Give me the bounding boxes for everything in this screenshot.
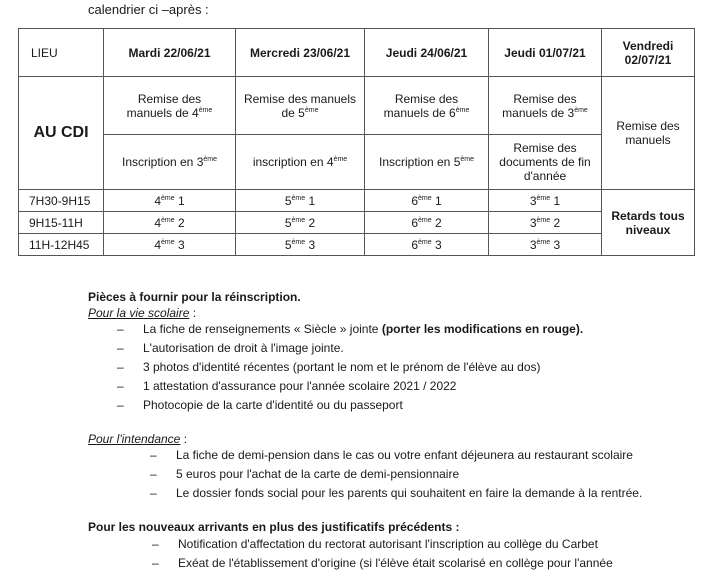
inscription-cell: inscription en 4ème xyxy=(236,135,365,190)
row-inscription xyxy=(19,135,695,190)
class-cell: 6ème 3 xyxy=(365,234,489,256)
class-cell: 5ème 2 xyxy=(236,212,365,234)
list-item: – 5 euros pour l'achat de la carte de demi-pensionnaire xyxy=(150,467,460,481)
remise-cell: Remise des manuels de 3ème xyxy=(489,77,602,135)
time-slot-row xyxy=(19,234,695,256)
list-item: – Notification d'affectation du rectorat autorisant l'inscription au collège du Carbet xyxy=(152,537,598,551)
list-item: – 3 photos d'identité récentes (portant le nom et le prénom de l'élève au dos) xyxy=(117,360,541,374)
header-lieu: LIEU xyxy=(19,29,104,77)
nouveaux-list xyxy=(152,535,613,573)
list-item: – Le dossier fonds social pour les parents qui souhaitent en faire la demande à la rentrée. xyxy=(150,486,643,500)
remise-cell: Remise des manuels de 4ème xyxy=(104,77,236,135)
time-cell: 7H30-9H15 xyxy=(19,190,104,212)
class-cell: 4ème 2 xyxy=(104,212,236,234)
header-row xyxy=(19,29,695,77)
header-day: Vendredi 02/07/21 xyxy=(602,29,695,77)
intro-text: calendrier ci –après : xyxy=(88,2,209,17)
nouveaux-heading: Pour les nouveaux arrivants en plus des justificatifs précédents : xyxy=(88,520,460,534)
remise-cell: Remise des manuels de 6ème xyxy=(365,77,489,135)
time-slot-row xyxy=(19,190,695,212)
schedule-table xyxy=(18,28,695,256)
row-remise xyxy=(19,77,695,135)
list-item: – 1 attestation d'assurance pour l'année scolaire 2021 / 2022 xyxy=(117,379,457,393)
class-cell: 4ème 3 xyxy=(104,234,236,256)
time-cell: 9H15-11H xyxy=(19,212,104,234)
class-cell: 5ème 1 xyxy=(236,190,365,212)
pieces-title: Pièces à fournir pour la réinscription. xyxy=(88,290,301,304)
header-day: Mardi 22/06/21 xyxy=(104,29,236,77)
class-cell: 3ème 1 xyxy=(489,190,602,212)
late-cell: Retards tous niveaux xyxy=(602,190,695,256)
place-cell: AU CDI xyxy=(19,77,104,190)
class-cell: 3ème 3 xyxy=(489,234,602,256)
list-item: – Exéat de l'établissement d'origine (si l'élève était scolarisé en collège pour l'année xyxy=(152,556,613,570)
list-item: – La fiche de renseignements « Siècle » jointe (porter les modifications en rouge). xyxy=(117,322,584,336)
header-day: Jeudi 24/06/21 xyxy=(365,29,489,77)
list-item: – Photocopie de la carte d'identité ou du passeport xyxy=(117,398,403,412)
header-day: Jeudi 01/07/21 xyxy=(489,29,602,77)
inscription-cell: Inscription en 3ème xyxy=(104,135,236,190)
header-day: Mercredi 23/06/21 xyxy=(236,29,365,77)
class-cell: 4ème 1 xyxy=(104,190,236,212)
documents-cell: Remise des documents de fin d'année xyxy=(489,135,602,190)
class-cell: 6ème 1 xyxy=(365,190,489,212)
list-item: – L'autorisation de droit à l'image jointe. xyxy=(117,341,344,355)
vie-scolaire-heading: Pour la vie scolaire : xyxy=(88,306,197,320)
vie-scolaire-list xyxy=(117,320,584,415)
class-cell: 6ème 2 xyxy=(365,212,489,234)
friday-remise-cell: Remise des manuels xyxy=(602,77,695,190)
time-slot-row xyxy=(19,212,695,234)
intendance-heading: Pour l'intendance : xyxy=(88,432,188,446)
time-cell: 11H-12H45 xyxy=(19,234,104,256)
class-cell: 3ème 2 xyxy=(489,212,602,234)
remise-cell: Remise des manuels de 5ème xyxy=(236,77,365,135)
inscription-cell: Inscription en 5ème xyxy=(365,135,489,190)
intendance-list xyxy=(150,446,643,503)
class-cell: 5ème 3 xyxy=(236,234,365,256)
list-item: – La fiche de demi-pension dans le cas ou votre enfant déjeunera au restaurant scolaire xyxy=(150,448,633,462)
